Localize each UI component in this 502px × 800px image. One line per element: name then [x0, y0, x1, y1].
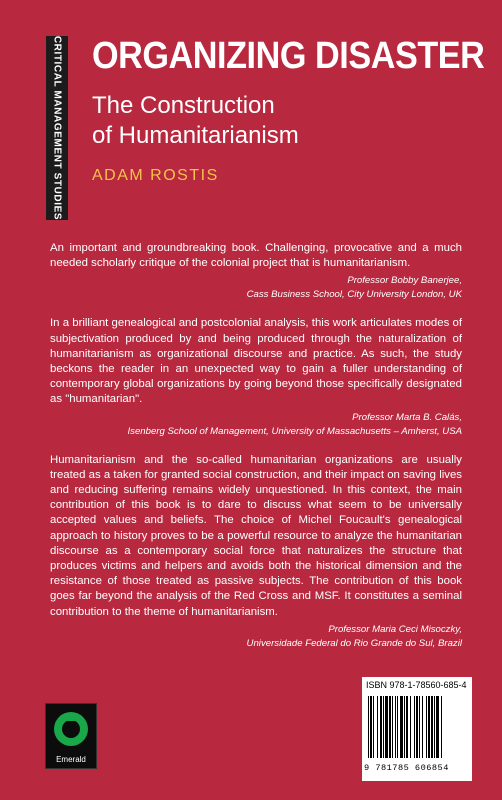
- barcode-block: [362, 677, 472, 781]
- author-name: ADAM ROSTIS: [92, 167, 219, 184]
- endorser-affiliation: Cass Business School, City University London, UK: [246, 289, 462, 301]
- endorser-name: Professor Bobby Banerjee,: [347, 275, 462, 287]
- endorsements: [50, 241, 462, 651]
- barcode-icon: [368, 696, 466, 758]
- endorsement: [50, 316, 462, 438]
- subtitle-line: The Construction: [92, 92, 275, 119]
- endorsement-attribution: [50, 411, 462, 439]
- endorsement-text: An important and groundbreaking book. Challenging, provocative and a much needed scholarly critique of the colonial project that is humanitarianism.: [50, 242, 462, 270]
- endorsement-text: Humanitarianism and the so-called humanitarian organizations are usually treated as a taken for granted social construction, and their impact on saving lives and reducing suffering remains widely unquestioned. In this context, the main contribution of this book is to dare to discuss what seem to be universally accepted values and beliefs. The choice of Michel Foucault's genealogical approach to history proves to be a powerful resource to analyze the humanitarian discourse as a contemporary social force that naturalizes the structure that produces victims and helpers and avoids both the historical dimension and the resistance of those treated as passive subjects. The contribution of this book goes far beyond the analysis of the Red Cross and MSF. It constitutes a seminal contribution to the theme of humanitarianism.: [50, 453, 462, 618]
- endorsement: [50, 241, 462, 302]
- book-title: ORGANIZING DISASTER: [92, 35, 485, 77]
- emerald-logo-icon: [54, 712, 88, 746]
- subtitle-line: of Humanitarianism: [92, 122, 299, 149]
- publisher-logo: [45, 703, 97, 769]
- barcode-digits: 9 781785 606854: [364, 763, 449, 773]
- publisher-name: Emerald: [56, 755, 86, 764]
- endorsement-text: In a brilliant genealogical and postcolonial analysis, this work articulates modes of subjectivation produced by and being produced through the naturalization of humanitarianism as organizational discourse and practice. As such, the study beckons the reader in an unexpected way to gain a fuller understanding of contemporary global organizations by going beyond those specifically designated as "humanitarian".: [50, 317, 462, 406]
- endorsement-attribution: [50, 274, 462, 302]
- endorser-affiliation: Universidade Federal do Rio Grande do Sul, Brazil: [246, 637, 462, 649]
- endorser-name: Professor Marta B. Calás,: [352, 411, 462, 423]
- endorser-affiliation: Isenberg School of Management, University of Massachusetts – Amherst, USA: [127, 425, 462, 437]
- endorser-name: Professor Maria Ceci Misoczky,: [328, 623, 462, 635]
- book-subtitle: [92, 91, 299, 151]
- isbn-label: ISBN 978-1-78560-685-4: [366, 680, 467, 690]
- endorsement-attribution: [50, 623, 462, 651]
- endorsement: [50, 453, 462, 651]
- series-name: CRITICAL MANAGEMENT STUDIES: [51, 35, 63, 221]
